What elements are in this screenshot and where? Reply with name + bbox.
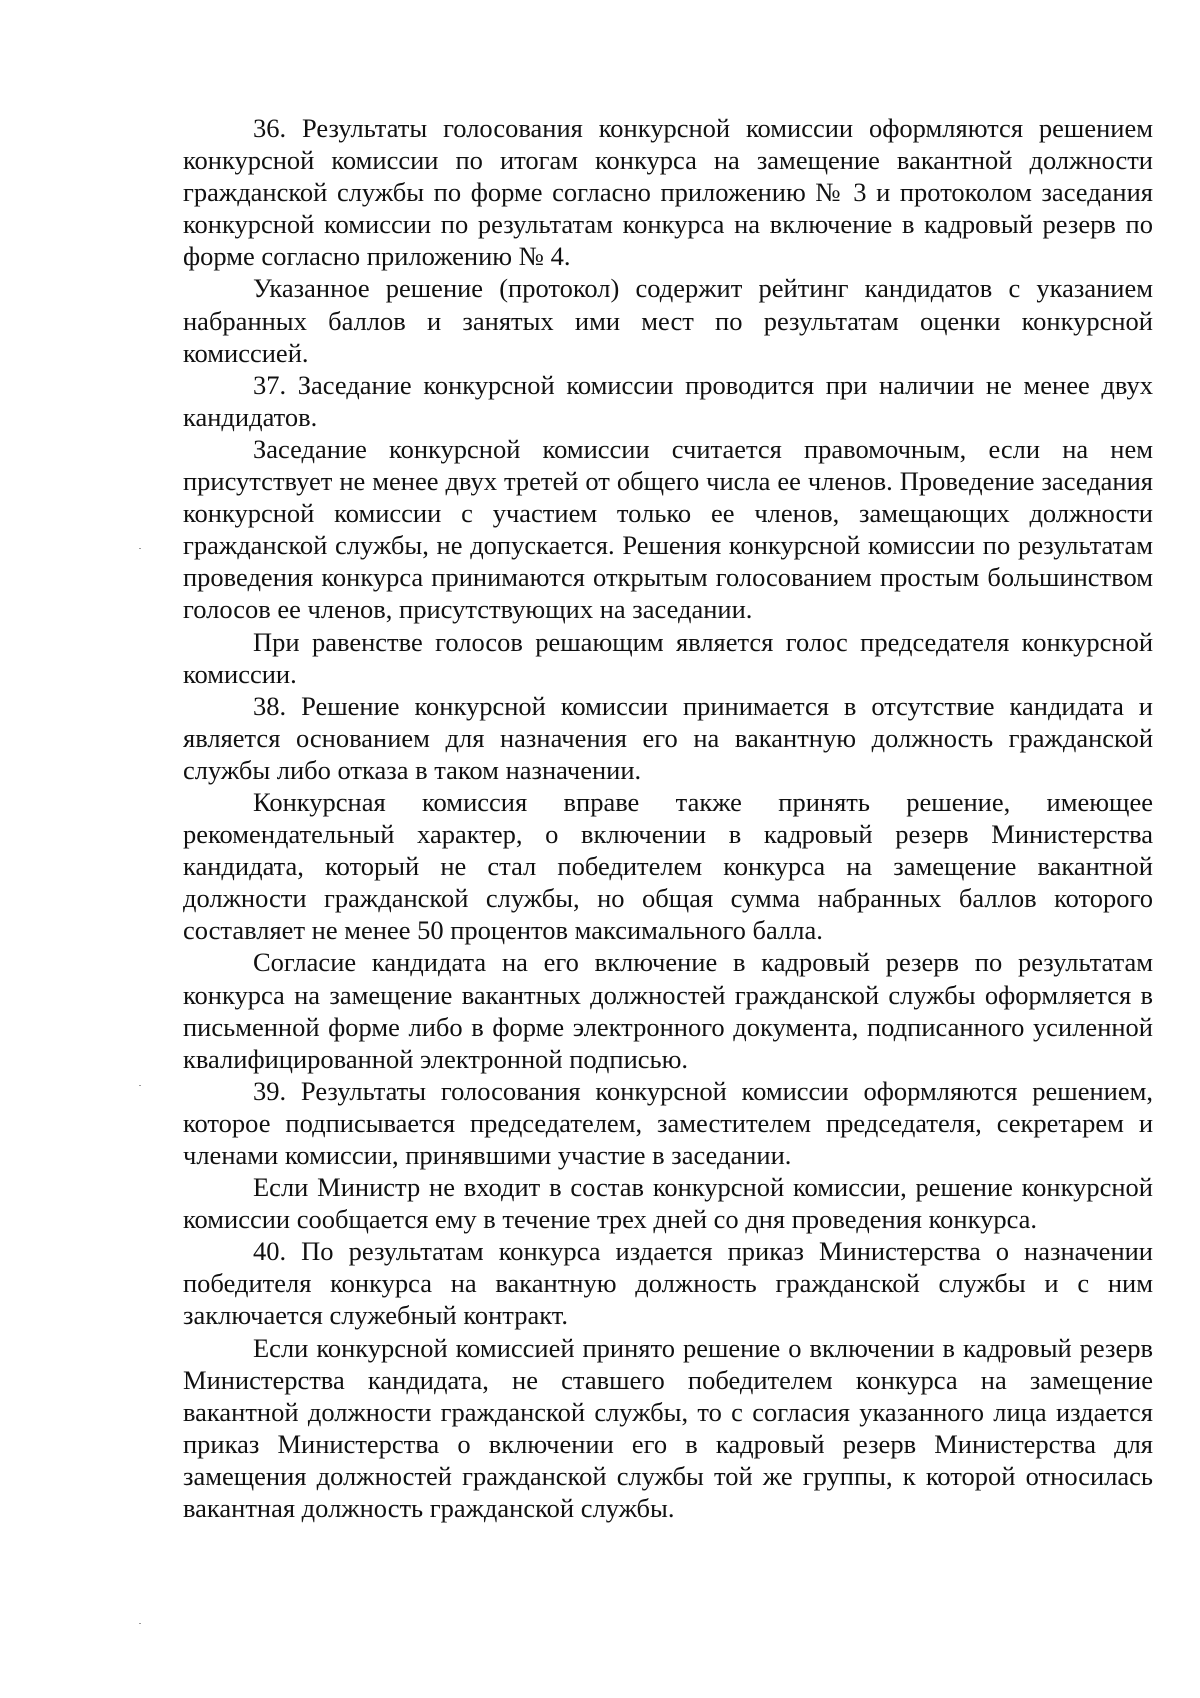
scan-speck — [139, 1085, 141, 1086]
paragraph-38: 38. Решение конкурсной комиссии принимается в отсутствие кандидата и является основанием для назначения его на вакантную должность гражданской службы либо отказа в таком назначении. — [183, 690, 1153, 785]
paragraph-37: 37. Заседание конкурсной комиссии проводится при наличии не менее двух кандидатов. — [183, 369, 1153, 432]
paragraph-36-rating: Указанное решение (протокол) содержит рейтинг кандидатов с указанием набранных баллов и занятых ими мест по результатам оценки конкурсной комиссией. — [183, 273, 1153, 368]
paragraph-39: 39. Результаты голосования конкурсной комиссии оформляются решением, которое подписывается председателем, заместителем председателя, секретарем и членами комиссии, принявшими участие в заседании. — [183, 1075, 1153, 1170]
paragraph-40: 40. По результатам конкурса издается приказ Министерства о назначении победителя конкурса на вакантную должность гражданской службы и с ним заключается служебный контракт. — [183, 1236, 1153, 1331]
paragraph-36: 36. Результаты голосования конкурсной комиссии оформляются решением конкурсной комиссии по итогам конкурса на замещение вакантной должности гражданской службы по форме согласно приложению № 3 и протоколом заседания конкурсной комиссии по результатам конкурса на включение в кадровый резерв по форме согласно приложению № 4. — [183, 113, 1153, 272]
scan-speck — [139, 548, 141, 549]
document-body — [183, 112, 1153, 1524]
paragraph-39-minister: Если Министр не входит в состав конкурсной комиссии, решение конкурсной комиссии сообщается ему в течение трех дней со дня проведения конкурса. — [183, 1172, 1153, 1235]
paragraph-37-tie: При равенстве голосов решающим является голос председателя конкурсной комиссии. — [183, 626, 1153, 689]
paragraph-37-quorum: Заседание конкурсной комиссии считается правомочным, если на нем присутствует не менее двух третей от общего числа ее членов. Проведение заседания конкурсной комиссии с участием только ее членов, замещающих должности гражданской службы, не допускается. Решения конкурсной комиссии по результатам проведения конкурса принимаются открытым голосованием простым большинством голосов ее членов, присутствующих на заседании. — [183, 433, 1153, 625]
paragraph-38-consent: Согласие кандидата на его включение в кадровый резерв по результатам конкурса на замещение вакантных должностей гражданской службы оформляется в письменной форме либо в форме электронного документа, подписанного усиленной квалифицированной электронной подписью. — [183, 947, 1153, 1074]
scan-speck — [139, 1623, 141, 1624]
paragraph-40-reserve-order: Если конкурсной комиссией принято решение о включении в кадровый резерв Министерства кандидата, не ставшего победителем конкурса на замещение вакантной должности гражданской службы, то с согласия указанного лица издается приказ Министерства о включении его в кадровый резерв Министерства для замещения должностей гражданской службы той же группы, к которой относилась вакантная должность гражданской службы. — [183, 1332, 1153, 1524]
paragraph-38-reserve: Конкурсная комиссия вправе также принять решение, имеющее рекомендательный характер, о включении в кадровый резерв Министерства кандидата, который не стал победителем конкурса на замещение вакантной должности гражданской службы, но общая сумма набранных баллов которого составляет не менее 50 процентов максимального балла. — [183, 786, 1153, 946]
